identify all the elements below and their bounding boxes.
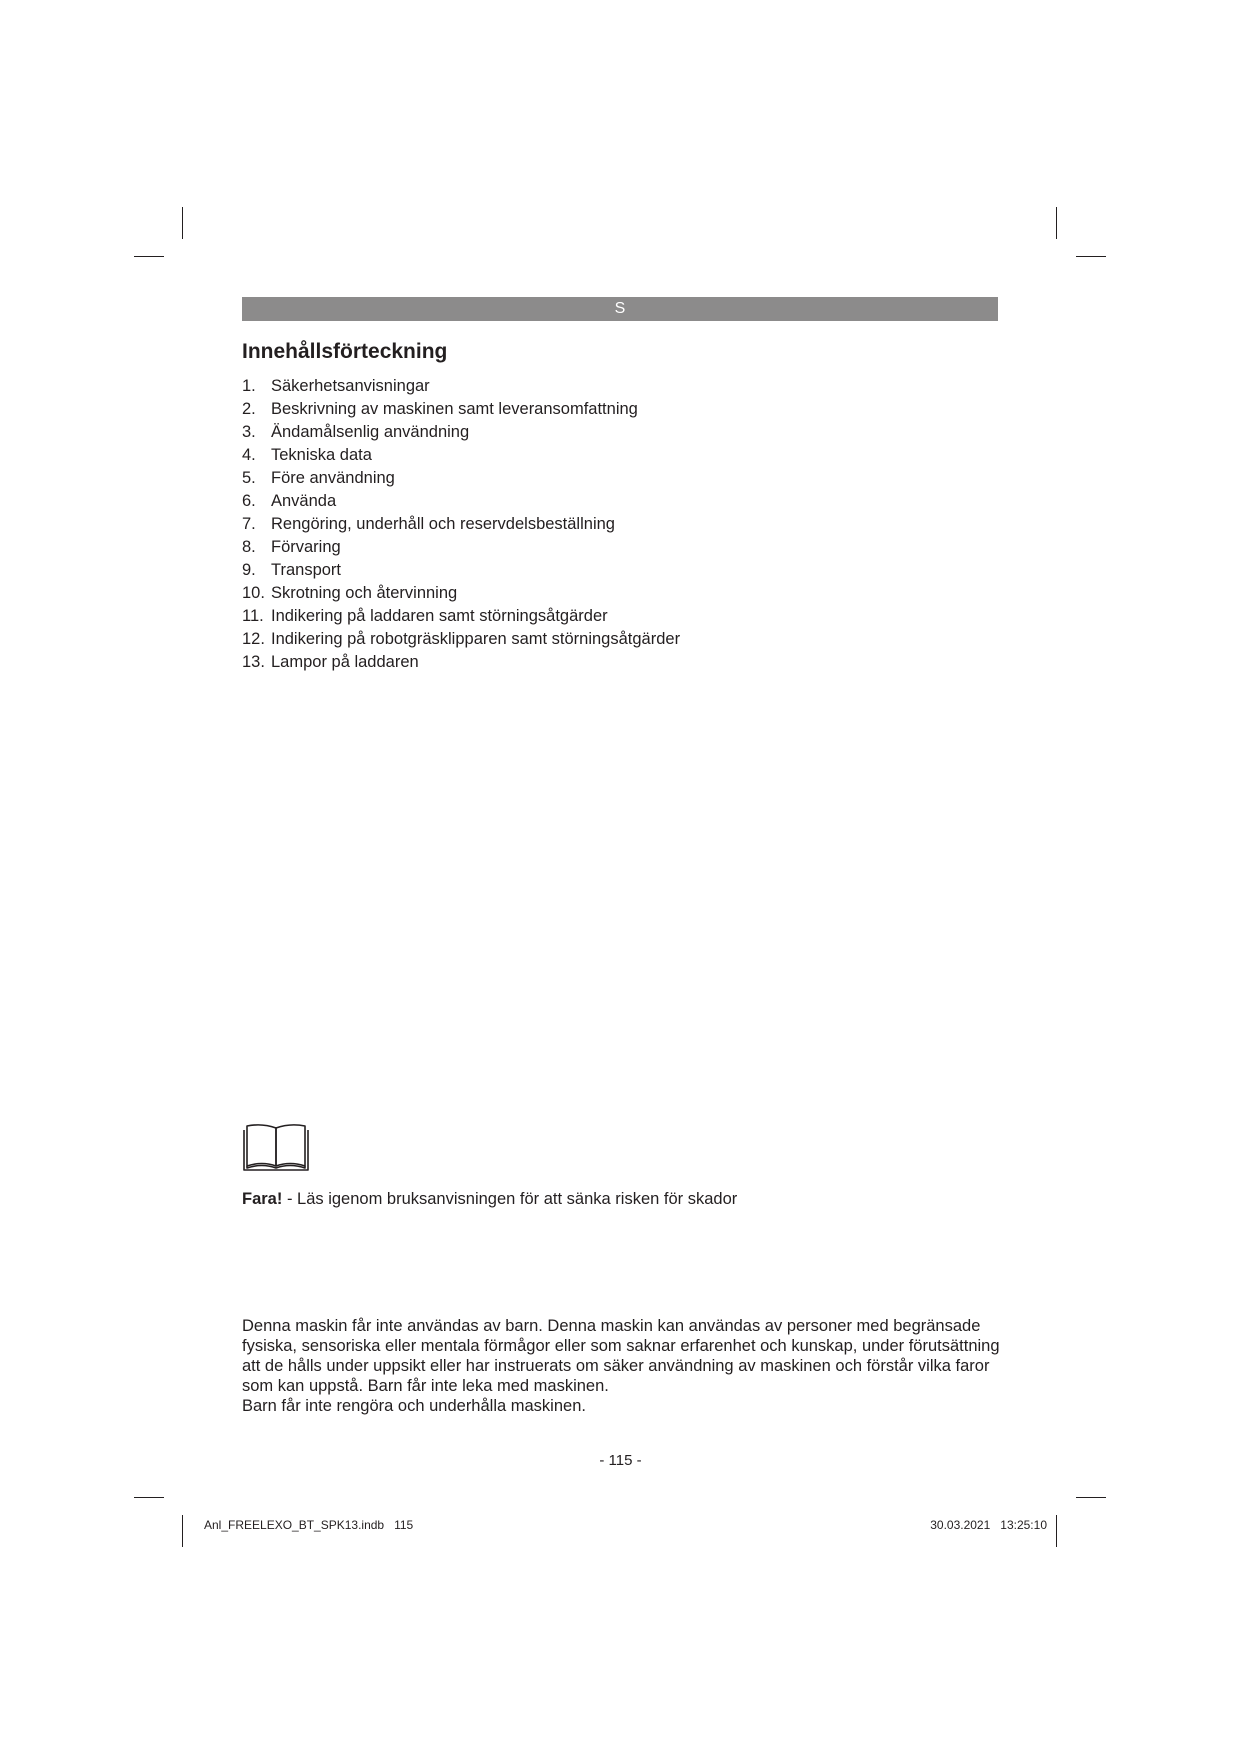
- toc-item: [242, 398, 680, 421]
- toc-item-label: Beskrivning av maskinen samt leveransomfattning: [271, 400, 638, 418]
- danger-label: Fara!: [242, 1190, 283, 1208]
- notice-line: Barn får inte rengöra och underhålla maskinen.: [242, 1397, 586, 1415]
- toc-item-number: 8.: [242, 538, 256, 556]
- toc-item-number: 5.: [242, 469, 256, 487]
- toc-item-number: 9.: [242, 561, 256, 579]
- crop-mark-bottom-left-horizontal: [134, 1497, 164, 1498]
- notice-line: fysiska, sensoriska eller mentala förmågor eller som saknar erfarenhet och kunskap, under förutsättning: [242, 1337, 1000, 1355]
- toc-item: [242, 513, 680, 536]
- toc-item-label: Förvaring: [271, 538, 341, 556]
- crop-mark-bottom-right-vertical: [1056, 1515, 1057, 1547]
- toc-item: [242, 559, 680, 582]
- crop-mark-top-right-horizontal: [1076, 256, 1106, 257]
- toc-item-label: Säkerhetsanvisningar: [271, 377, 430, 395]
- book-icon: [242, 1122, 310, 1172]
- toc-item-number: 6.: [242, 492, 256, 510]
- toc-item: [242, 582, 680, 605]
- toc-item-label: Använda: [271, 492, 337, 510]
- toc-item-number: 1.: [242, 377, 256, 395]
- print-timestamp: 30.03.2021 13:25:10: [930, 1518, 1047, 1532]
- notice-line: som kan uppstå. Barn får inte leka med maskinen.: [242, 1377, 609, 1395]
- toc-list: [242, 375, 680, 674]
- danger-text: - Läs igenom bruksanvisningen för att sänka risken för skador: [282, 1190, 738, 1208]
- crop-mark-bottom-right-horizontal: [1076, 1497, 1106, 1498]
- toc-item-number: 7.: [242, 515, 256, 533]
- toc-item-label: Lampor på laddaren: [271, 653, 419, 671]
- toc-item: [242, 444, 680, 467]
- toc-item-label: Transport: [271, 561, 341, 579]
- toc-item: [242, 628, 680, 651]
- toc-item-label: Indikering på laddaren samt störningsåtgärder: [271, 607, 608, 625]
- toc-item: [242, 536, 680, 559]
- toc-item: [242, 421, 680, 444]
- notice-line: att de hålls under uppsikt eller har instruerats om säker användning av maskinen och förstår vilka faror: [242, 1357, 990, 1375]
- danger-warning: [242, 1188, 737, 1211]
- toc-item-number: 12.: [242, 630, 265, 648]
- toc-item-number: 2.: [242, 400, 256, 418]
- language-header-bar: [242, 297, 998, 321]
- crop-mark-top-left-horizontal: [134, 256, 164, 257]
- toc-item-number: 4.: [242, 446, 256, 464]
- toc-item-label: Tekniska data: [271, 446, 372, 464]
- toc-item-number: 13.: [242, 653, 265, 671]
- toc-item-label: Före användning: [271, 469, 395, 487]
- toc-item-label: Skrotning och återvinning: [271, 584, 458, 602]
- toc-item-number: 3.: [242, 423, 256, 441]
- toc-item: [242, 605, 680, 628]
- toc-title: Innehållsförteckning: [242, 340, 448, 363]
- toc-item: [242, 467, 680, 490]
- toc-item: [242, 490, 680, 513]
- toc-item-number: 10.: [242, 584, 265, 602]
- toc-item-number: 11.: [242, 607, 264, 625]
- toc-item-label: Rengöring, underhåll och reservdelsbeställning: [271, 515, 615, 533]
- language-code: S: [614, 300, 626, 317]
- toc-item: [242, 375, 680, 398]
- notice-line: Denna maskin får inte användas av barn. Denna maskin kan användas av personer med begränsade: [242, 1317, 981, 1335]
- crop-mark-bottom-left-vertical: [182, 1515, 183, 1547]
- toc-item: [242, 651, 680, 674]
- toc-item-label: Ändamålsenlig användning: [271, 423, 470, 441]
- crop-mark-top-left-vertical: [182, 207, 183, 239]
- page-number: - 115 -: [599, 1452, 642, 1469]
- print-file-name: Anl_FREELEXO_BT_SPK13.indb 115: [204, 1518, 414, 1532]
- notice-paragraph: [242, 1316, 1002, 1416]
- crop-mark-top-right-vertical: [1056, 207, 1057, 239]
- toc-item-label: Indikering på robotgräsklipparen samt störningsåtgärder: [271, 630, 681, 648]
